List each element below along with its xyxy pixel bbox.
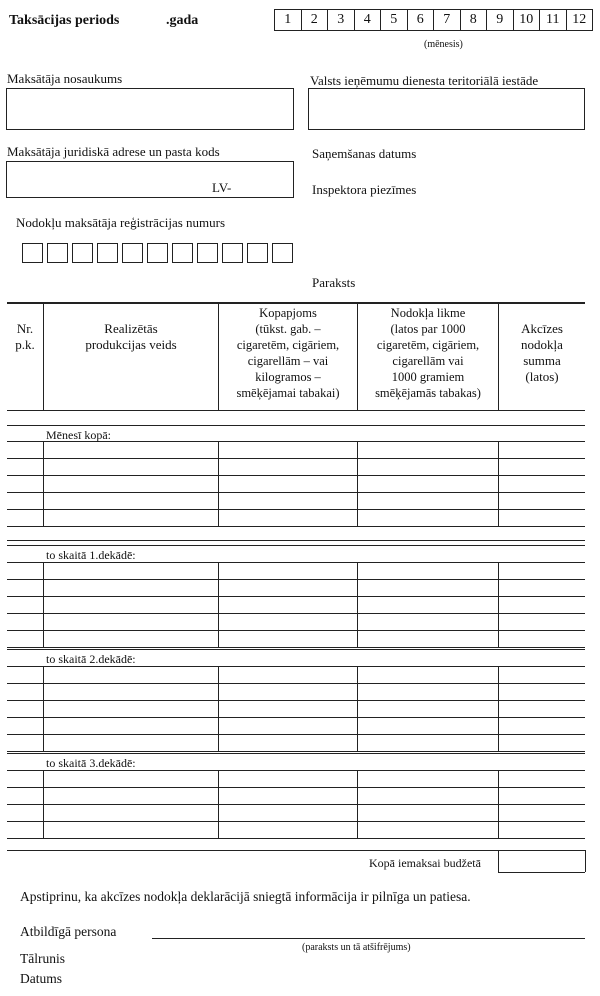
month-cell[interactable]: 12 [567,9,594,31]
table-column-rule [498,441,499,526]
reg-digit-cell[interactable] [147,243,168,263]
table-rule [498,872,585,873]
month-cell[interactable]: 4 [355,9,382,31]
signature-label: Paraksts [312,275,356,290]
inspector-notes-label: Inspektora piezīmes [312,182,417,197]
date-label: Datums [20,971,62,986]
payer-address-label: Maksātāja juridiskā adrese un pasta kods [7,144,220,159]
table-column-rule [498,302,499,410]
table-column-rule [43,302,44,410]
month-caption: (mēnesis) [424,39,463,50]
received-date-label: Saņemšanas datums [312,146,417,161]
phone-label: Tālrunis [20,951,65,966]
table-column-rule [43,441,44,526]
table-column-rule [498,562,499,647]
table-column-rule [585,850,586,872]
reg-digit-cell[interactable] [222,243,243,263]
table-rule [7,545,585,546]
month-cell[interactable]: 3 [328,9,355,31]
table-column-rule [357,770,358,838]
col-header-rate: Nodokļa likme (latos par 1000 cigaretēm, cigāriem, cigarellām vai 1000 gramiem smēķējamās tabakas) [375,306,481,400]
table-rule [7,751,585,752]
table-column-rule [218,770,219,838]
signature-line[interactable] [152,938,585,939]
month-cell[interactable]: 5 [381,9,408,31]
table-column-rule [218,562,219,647]
col-header-number: Nr. p.k. [15,321,35,352]
table-rule [7,838,585,839]
table-column-rule [357,666,358,751]
table-column-rule [218,441,219,526]
payer-name-field[interactable] [6,88,294,130]
tax-office-field[interactable] [308,88,585,130]
month-cell[interactable]: 9 [487,9,514,31]
col-header-volume: Kopapjoms (tūkst. gab. – cigaretēm, cigāriem, cigarellām – vai kilogramos – smēķējamai tabakai) [236,306,340,400]
table-rule [7,526,585,527]
total-budget-label: Kopā iemaksai budžetā [369,856,481,870]
table-header-rule [7,410,585,411]
table-column-rule [357,302,358,410]
reg-digit-cell[interactable] [72,243,93,263]
month-selector [274,9,593,31]
month-cell[interactable]: 11 [540,9,567,31]
month-cell[interactable]: 8 [461,9,488,31]
col-header-amount: Akcīzes nodokļa summa (latos) [521,321,563,384]
table-column-rule [498,850,499,872]
reg-digit-cell[interactable] [122,243,143,263]
year-label: .gada [166,13,199,28]
reg-digit-cell[interactable] [172,243,193,263]
table-column-rule [218,666,219,751]
section-month-total: Mēnesī kopā: [46,428,111,442]
table-rule [7,647,585,648]
section-decade-2: to skaitā 2.dekādē: [46,652,136,666]
month-cell[interactable]: 1 [275,9,302,31]
table-column-rule [498,770,499,838]
reg-digit-cell[interactable] [97,243,118,263]
reg-digit-cell[interactable] [197,243,218,263]
table-rule [7,425,585,426]
month-cell[interactable]: 7 [434,9,461,31]
table-rule [7,753,585,754]
reg-digit-cell[interactable] [47,243,68,263]
payer-address-field[interactable] [6,161,294,198]
reg-number-label: Nodokļu maksātāja reģistrācijas numurs [16,215,226,230]
section-decade-3: to skaitā 3.dekādē: [46,756,136,770]
responsible-person-label: Atbildīgā persona [20,924,117,939]
table-column-rule [218,302,219,410]
table-column-rule [43,562,44,647]
tax-office-label: Valsts ieņēmumu dienesta teritoriālā iestāde [310,73,539,88]
table-rule [7,649,585,650]
signature-caption: (paraksts un tā atšifrējums) [302,942,411,953]
col-header-product: Realizētās produkcijas veids [85,321,177,352]
table-rule [7,540,585,541]
table-column-rule [357,562,358,647]
table-column-rule [498,666,499,751]
reg-digit-cell[interactable] [22,243,43,263]
confirmation-text: Apstiprinu, ka akcīzes nodokļa deklarācijā sniegtā informācija ir pilnīga un patiesa. [20,889,471,904]
postal-code-prefix: LV- [212,180,232,195]
section-decade-1: to skaitā 1.dekādē: [46,548,136,562]
month-cell[interactable]: 2 [302,9,329,31]
payer-name-label: Maksātāja nosaukums [7,71,123,86]
reg-number-cells[interactable] [22,243,293,263]
table-column-rule [43,666,44,751]
reg-digit-cell[interactable] [272,243,293,263]
table-column-rule [357,441,358,526]
tax-period-label: Taksācijas periods [9,13,120,28]
month-cell[interactable]: 10 [514,9,541,31]
reg-digit-cell[interactable] [247,243,268,263]
table-column-rule [43,770,44,838]
month-cell[interactable]: 6 [408,9,435,31]
